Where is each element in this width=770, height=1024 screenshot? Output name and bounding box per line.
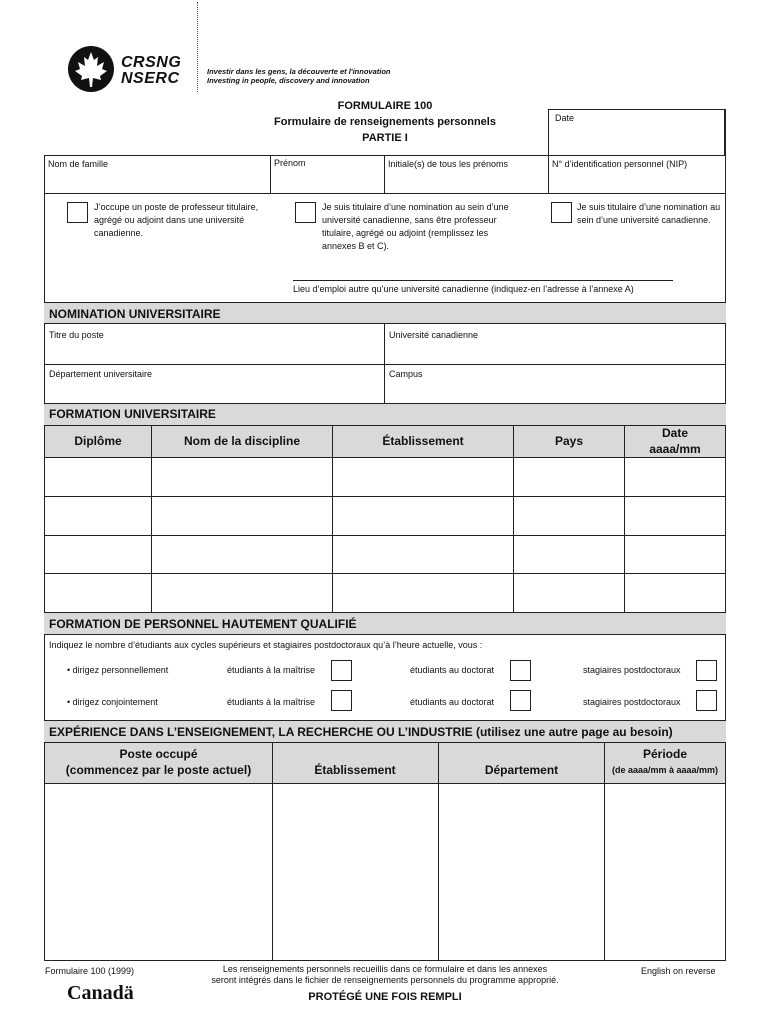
nip-label: N° d’identification personnel (NIP) [552,159,688,169]
divider [725,425,726,612]
hqp-conj-postdoc-box[interactable] [696,690,717,711]
divider [44,193,45,302]
form-id: Formulaire 100 (1999) [45,966,135,976]
universite-field[interactable] [385,325,725,364]
hqp-maitrise-label: étudiants à la maîtrise [227,697,316,707]
formation-title: FORMATION UNIVERSITAIRE [49,407,216,421]
prenom-label: Prénom [274,158,306,168]
hqp-doctorat-label: étudiants au doctorat [410,665,495,675]
hqp-conj-maitrise-box[interactable] [331,690,352,711]
formation-row[interactable] [45,536,725,573]
nom-field[interactable] [45,156,270,193]
hqp-row2-label: • dirigez conjointement [67,697,158,707]
hqp-postdoc-label: stagiaires postdoctoraux [583,665,681,675]
experience-entry-area[interactable] [45,785,725,960]
form-part: PARTIE I [362,132,408,144]
status-option2-text: Je suis titulaire d’une nomination au sein d’une université canadienne, sans être professeur titulaire, agrégé ou adjoint (remplissez les annexes B et C). [322,202,509,251]
initiales-field[interactable] [385,156,548,193]
hqp-postdoc-label: stagiaires postdoctoraux [583,697,681,707]
col-poste-note: (commencez par le poste actuel) [65,763,252,777]
hqp-intro: Indiquez le nombre d’étudiants aux cycles supérieurs et stagiaires postdoctoraux qu’à l’heure actuelle, vous : [49,640,483,650]
col-poste: Poste occupé [119,747,198,761]
nom-label: Nom de famille [48,159,109,169]
hqp-perso-maitrise-box[interactable] [331,660,352,681]
titre-poste-label: Titre du poste [49,330,104,340]
col-pays: Pays [554,434,584,448]
date-field[interactable] [548,109,725,156]
col-departement-exp: Département [484,763,559,777]
divider [725,193,726,302]
hqp-perso-doctorat-box[interactable] [510,660,531,681]
hqp-title: FORMATION DE PERSONNEL HAUTEMENT QUALIFIÉ [49,617,357,631]
formation-row[interactable] [45,459,725,496]
status-option3-text: Je suis titulaire d’une nomination au sein d’une université canadienne. [577,202,721,225]
form-subtitle: Formulaire de renseignements personnels [274,116,496,128]
divider [725,324,726,404]
header-dotted-divider [197,2,198,92]
divider [44,193,725,194]
hqp-doctorat-label: étudiants au doctorat [410,697,495,707]
nip-field[interactable] [549,156,725,193]
nomination-title: NOMINATION UNIVERSITAIRE [49,307,221,321]
logo-text-nserc: NSERC [121,70,180,87]
tagline-fr: Investir dans les gens, la découverte et l'innovation [207,67,391,76]
col-date: Date [661,426,688,440]
departement-label: Département universitaire [49,369,153,379]
universite-label: Université canadienne [389,330,479,340]
col-discipline: Nom de la discipline [183,434,301,448]
col-etablissement: Établissement [382,434,464,448]
lieu-emploi-line[interactable] [293,280,673,281]
campus-field[interactable] [385,365,725,404]
lieu-emploi-label: Lieu d’emploi autre qu’une université canadienne (indiquez-en l’adresse à l’annexe A) [293,284,634,294]
english-on-reverse: English on reverse [641,966,716,976]
divider [44,960,726,961]
campus-label: Campus [389,369,423,379]
status-option1-checkbox[interactable] [67,202,88,223]
col-periode: Période [642,747,687,761]
col-date-format: aaaa/mm [649,442,701,456]
tagline-en: Investing in people, discovery and innovation [207,76,370,85]
form-title: FORMULAIRE 100 [337,100,433,112]
date-label: Date [555,113,575,123]
protege-notice: PROTÉGÉ UNE FOIS REMPLI [308,991,462,1003]
divider [725,743,726,961]
initiales-label: Initiale(s) de tous les prénoms [388,159,509,169]
col-etablissement-exp: Établissement [314,763,396,777]
divider [725,635,726,720]
departement-field[interactable] [45,365,384,404]
status-option1-text: J’occupe un poste de professeur titulaire, agrégé ou adjoint dans une université canadienne. [94,202,259,238]
hqp-maitrise-label: étudiants à la maîtrise [227,665,316,675]
canada-wordmark: Canadä [67,982,134,1004]
divider [44,635,45,720]
col-periode-format: (de aaaa/mm à aaaa/mm) [611,765,719,775]
formation-row[interactable] [45,574,725,612]
status-option2-checkbox[interactable] [295,202,316,223]
maple-leaf-logo-icon [67,45,115,93]
status-option3-checkbox[interactable] [551,202,572,223]
privacy-line1: Les renseignements personnels recueillis dans ce formulaire et dans les annexes [222,964,548,974]
hqp-conj-doctorat-box[interactable] [510,690,531,711]
prenom-field[interactable] [271,156,384,193]
hqp-row1-label: • dirigez personnellement [67,665,169,675]
hqp-perso-postdoc-box[interactable] [696,660,717,681]
divider [725,109,726,194]
titre-poste-field[interactable] [45,325,384,364]
privacy-line2: seront intégrés dans le fichier de renseignements personnels du programme approprié. [211,975,559,985]
col-diplome: Diplôme [74,434,122,448]
experience-title: EXPÉRIENCE DANS L’ENSEIGNEMENT, LA RECHERCHE OU L’INDUSTRIE (utilisez une autre page au besoin) [49,725,673,739]
logo-text-crsng: CRSNG [121,54,182,71]
formation-row[interactable] [45,497,725,535]
